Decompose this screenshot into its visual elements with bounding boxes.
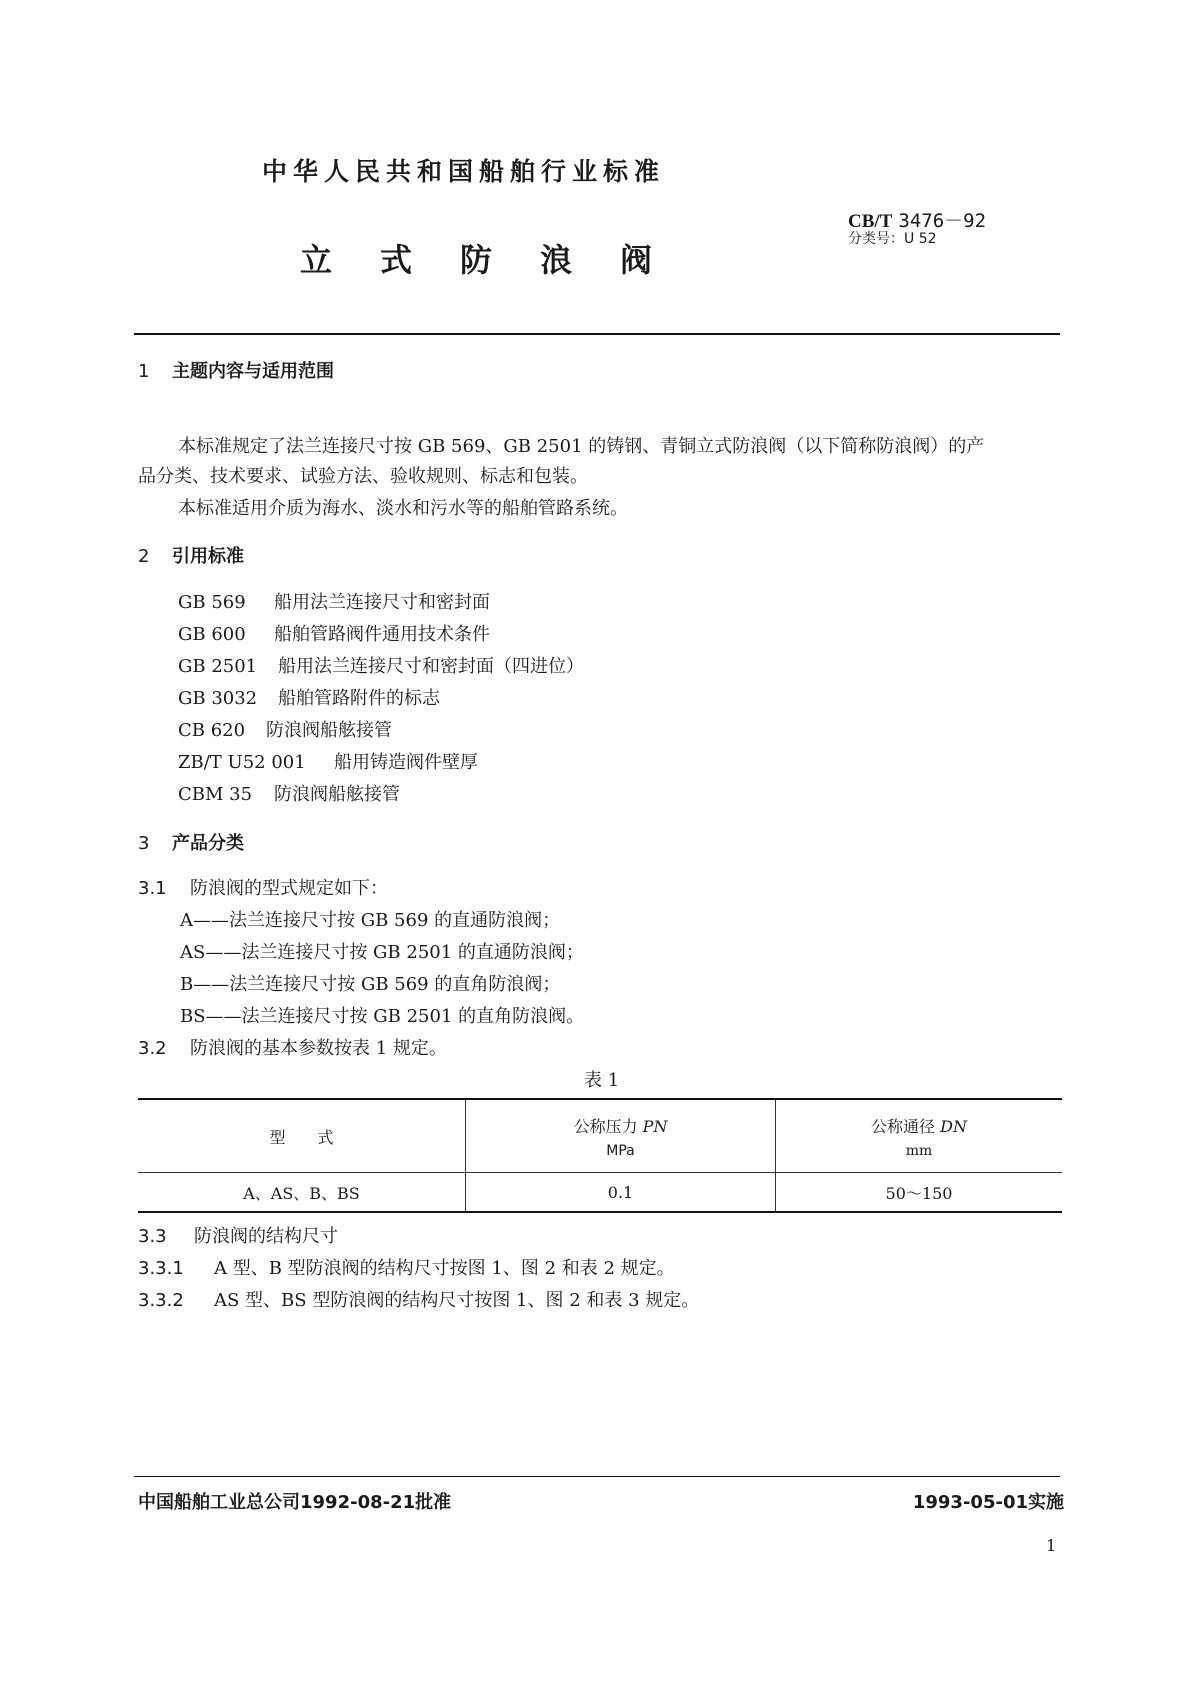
reference-item [178, 748, 478, 774]
reference-item [178, 620, 490, 646]
section-1-title: 主题内容与适用范围 [172, 361, 334, 382]
clause-3-3-1-text: A 型、B 型防浪阀的结构尺寸按图 1、图 2 和表 2 规定。 [214, 1258, 675, 1279]
clause-3-3-2 [138, 1286, 699, 1312]
table-1 [138, 1098, 1062, 1213]
reference-item [178, 652, 584, 678]
valve-type-item: AS——法兰连接尺寸按 GB 2501 的直通防浪阀； [180, 942, 584, 963]
section-1-para1-line2: 品分类、技术要求、试验方法、验收规则、标志和包装。 [138, 466, 588, 487]
clause-3-2-text: 防浪阀的基本参数按表 1 规定。 [190, 1038, 447, 1059]
clause-3-3-2-text: AS 型、BS 型防浪阀的结构尺寸按图 1、图 2 和表 3 规定。 [214, 1290, 700, 1311]
reference-title: 防浪阀船舷接管 [274, 784, 400, 805]
org-line: 中华人民共和国船舶行业标准 [262, 157, 666, 186]
table-header-type: 型 式 [138, 1099, 466, 1173]
clause-3-2 [138, 1034, 447, 1060]
document-title: 立式防浪阀 [300, 241, 701, 279]
reference-item [178, 780, 400, 806]
reference-item [178, 684, 440, 710]
clause-3-3 [138, 1222, 338, 1248]
reference-title: 船用法兰连接尺寸和密封面（四进位） [278, 656, 584, 677]
classification-code: 分类号：U 52 [848, 231, 937, 247]
table-cell-diameter: 50～150 [776, 1173, 1063, 1213]
diameter-label: 公称通径 [871, 1116, 936, 1136]
reference-code: CB 620 [178, 720, 246, 741]
reference-item [178, 588, 490, 614]
table-row [138, 1173, 1062, 1213]
clause-3-1-number: 3.1 [138, 878, 167, 899]
section-1-para1-line1: 本标准规定了法兰连接尺寸按 GB 569、GB 2501 的铸钢、青铜立式防浪阀（以下简称防浪阀）的产 [178, 436, 985, 457]
table-cell-pressure: 0.1 [466, 1173, 776, 1213]
section-1-heading [138, 357, 334, 383]
valve-type-item: BS——法兰连接尺寸按 GB 2501 的直角防浪阀。 [180, 1006, 585, 1027]
table-cell-type: A、AS、B、BS [138, 1173, 466, 1213]
valve-type-item: A——法兰连接尺寸按 GB 569 的直通防浪阀； [180, 910, 561, 931]
section-2-heading [138, 542, 244, 568]
section-3-title: 产品分类 [172, 833, 244, 854]
clause-3-3-text: 防浪阀的结构尺寸 [194, 1226, 338, 1247]
table-header-row [138, 1099, 1062, 1173]
table-header-diameter [776, 1099, 1063, 1173]
pressure-unit: MPa [606, 1142, 635, 1159]
reference-code: ZB/T U52 001 [178, 752, 306, 773]
section-3-number: 3 [138, 833, 150, 854]
standard-prefix: CB/T [848, 211, 893, 232]
section-3-heading [138, 829, 244, 855]
reference-code: GB 2501 [178, 656, 258, 677]
reference-title: 船用铸造阀件壁厚 [334, 752, 478, 773]
reference-code: CBM 35 [178, 784, 253, 805]
standard-number: 3476－92 [898, 210, 987, 232]
footer-divider [134, 1476, 1060, 1477]
section-1-number: 1 [138, 361, 150, 382]
effective-date: 1993-05-01实施 [912, 1492, 1064, 1513]
clause-3-2-number: 3.2 [138, 1038, 167, 1059]
reference-code: GB 569 [178, 592, 246, 613]
section-2-number: 2 [138, 546, 150, 567]
reference-title: 船舶管路附件的标志 [278, 688, 440, 709]
pressure-symbol: PN [642, 1116, 668, 1136]
clause-3-3-number: 3.3 [138, 1226, 167, 1247]
clause-3-3-1 [138, 1254, 675, 1280]
reference-code: GB 600 [178, 624, 246, 645]
reference-title: 防浪阀船舷接管 [266, 720, 392, 741]
reference-title: 船舶管路阀件通用技术条件 [274, 624, 490, 645]
clause-3-3-1-number: 3.3.1 [138, 1258, 184, 1279]
valve-type-item: B——法兰连接尺寸按 GB 569 的直角防浪阀； [180, 974, 561, 995]
reference-title: 船用法兰连接尺寸和密封面 [274, 592, 490, 613]
diameter-unit: mm [905, 1142, 933, 1159]
clause-3-3-2-number: 3.3.2 [138, 1290, 184, 1311]
reference-item [178, 716, 392, 742]
clause-3-1 [138, 874, 388, 900]
reference-code: GB 3032 [178, 688, 258, 709]
section-2-title: 引用标准 [172, 546, 244, 567]
diameter-symbol: DN [940, 1116, 967, 1136]
section-1-para2: 本标准适用介质为海水、淡水和污水等的船舶管路系统。 [178, 498, 628, 519]
clause-3-1-text: 防浪阀的型式规定如下： [190, 878, 388, 899]
table-header-pressure [466, 1099, 776, 1173]
pressure-label: 公称压力 [573, 1116, 638, 1136]
page-number: 1 [1046, 1536, 1057, 1555]
table-1-caption: 表 1 [584, 1070, 620, 1091]
approval-line: 中国船舶工业总公司1992-08-21批准 [138, 1492, 452, 1513]
header-divider [134, 333, 1060, 335]
